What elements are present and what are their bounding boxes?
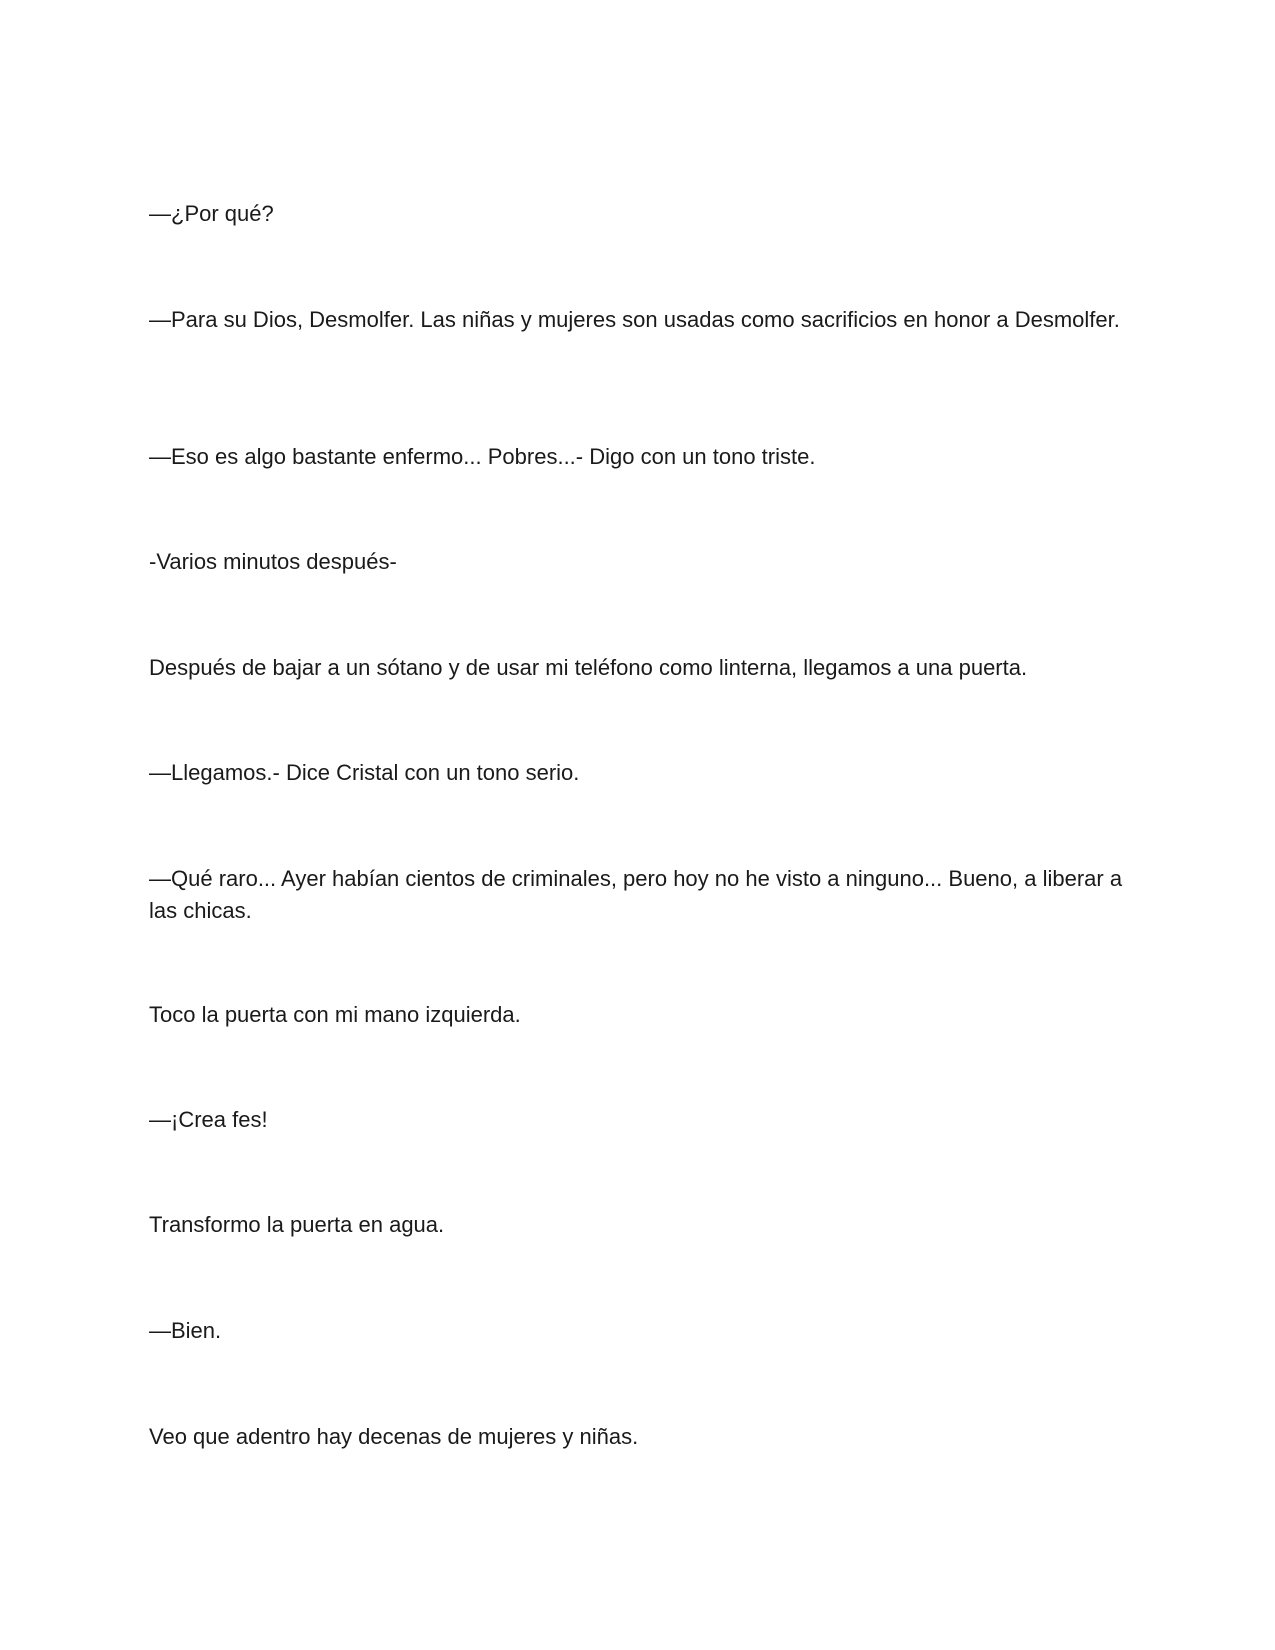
paragraph: Toco la puerta con mi mano izquierda. <box>149 1002 521 1027</box>
paragraph: Después de bajar a un sótano y de usar mi teléfono como linterna, llegamos a una puerta. <box>149 655 1028 680</box>
paragraph: —Llegamos.- Dice Cristal con un tono serio. <box>149 760 580 785</box>
paragraph: Veo que adentro hay decenas de mujeres y niñas. <box>149 1424 639 1449</box>
paragraph: —¿Por qué? <box>149 201 274 226</box>
paragraph: Transformo la puerta en agua. <box>149 1212 445 1237</box>
paragraph: —Para su Dios, Desmolfer. Las niñas y mujeres son usadas como sacrificios en honor a Desmolfer. <box>149 307 1120 332</box>
paragraph: —Eso es algo bastante enfermo... Pobres...- Digo con un tono triste. <box>149 444 816 469</box>
paragraph: —Qué raro... Ayer habían cientos de criminales, pero hoy no he visto a ninguno... Bueno, a liberar a las chicas. <box>149 866 1123 923</box>
paragraph: —Bien. <box>149 1318 222 1343</box>
paragraph: —¡Crea fes! <box>149 1107 268 1132</box>
scene-break: -Varios minutos después- <box>149 549 397 574</box>
